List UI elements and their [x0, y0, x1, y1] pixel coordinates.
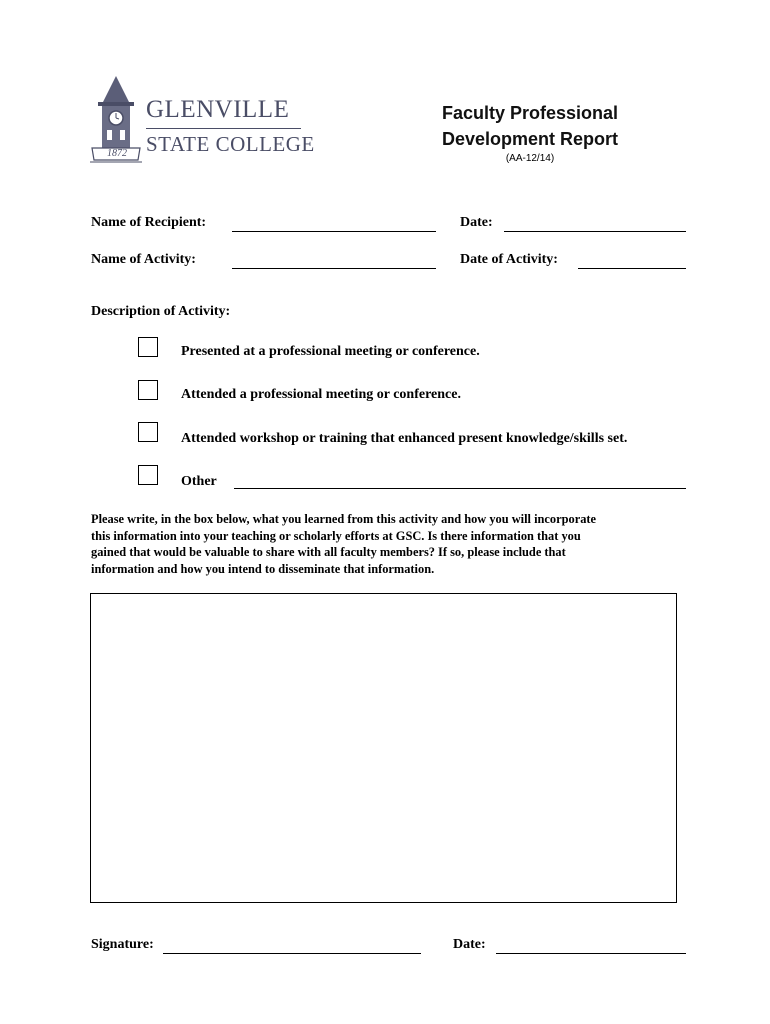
signature-field[interactable]: [163, 953, 421, 954]
other-field[interactable]: [234, 488, 686, 489]
signature-date-label: Date:: [453, 937, 486, 952]
title-line2: Development Report: [441, 129, 619, 149]
signature-date-field[interactable]: [496, 953, 686, 954]
signature-label: Signature:: [91, 937, 154, 952]
college-logo: [88, 74, 315, 166]
option-presented-label: Presented at a professional meeting or conference.: [181, 344, 480, 359]
option-other-checkbox[interactable]: [138, 465, 158, 485]
activity-field[interactable]: [232, 268, 436, 269]
logo-divider: [146, 128, 301, 129]
logo-year: 1872: [107, 148, 127, 159]
description-heading: Description of Activity:: [91, 304, 231, 319]
option-other-label: Other: [181, 474, 217, 489]
title-line1: Faculty Professional: [441, 103, 619, 123]
form-code: (AA-12/14): [505, 153, 555, 164]
form-title: [420, 100, 640, 152]
activity-label: Name of Activity:: [91, 252, 196, 267]
recipient-field[interactable]: [232, 231, 436, 232]
instructions-line: this information into your teaching or scholarly efforts at GSC. Is there information that you: [91, 528, 581, 543]
option-workshop-checkbox[interactable]: [138, 422, 158, 442]
response-textbox[interactable]: [90, 593, 677, 903]
logo-line1: GLENVILLE: [146, 96, 290, 123]
date-field[interactable]: [504, 231, 686, 232]
logo-line2: STATE COLLEGE: [146, 132, 315, 156]
recipient-label: Name of Recipient:: [91, 215, 207, 230]
instructions-line: information and how you intend to disseminate that information.: [91, 561, 435, 576]
option-attended-label: Attended a professional meeting or conference.: [181, 387, 461, 402]
activity-date-field[interactable]: [578, 268, 686, 269]
instructions-line: Please write, in the box below, what you learned from this activity and how you will incorporate: [91, 512, 597, 526]
date-label: Date:: [460, 215, 493, 230]
option-presented-checkbox[interactable]: [138, 337, 158, 357]
instructions-paragraph: [91, 511, 691, 577]
option-attended-checkbox[interactable]: [138, 380, 158, 400]
instructions-line: gained that would be valuable to share with all faculty members? If so, please include that: [91, 545, 566, 559]
option-workshop-label: Attended workshop or training that enhanced present knowledge/skills set.: [181, 431, 628, 446]
activity-date-label: Date of Activity:: [460, 252, 558, 267]
